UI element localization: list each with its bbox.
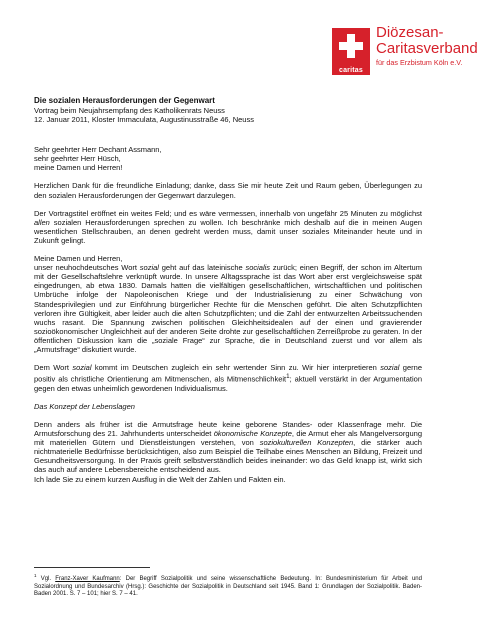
section-heading: Das Konzept der Lebenslagen [34,401,135,411]
footnote-author: Franz-Xaver Kaufmann [55,576,120,582]
organization-name [376,24,478,68]
org-line-1: Diözesan- [376,24,444,41]
document-body [34,96,422,484]
greeting-line-1: Sehr geehrter Herr Dechant Assmann, [34,145,162,155]
org-line-2: Caritasverband [376,40,478,57]
doc-subtitle-2: 12. Januar 2011, Kloster Immaculata, Augustinusstraße 46, Neuss [34,115,254,125]
paragraph-5-last: Ich lade Sie zu einem kurzen Ausflug in die Welt der Zahlen und Fakten ein. [34,474,286,484]
paragraph-5: Denn anders als früher ist die Armutsfrage heute keine geborene Standes- oder Klassenfrage mehr. Die Armutsforschung des 21. Jahrhunderts unterscheidet ökonomische Konzepte, die Armut eher als Mangelversorgung mit materiellen Gütern und Dienstleistungen verstehen, von soziokulturellen Konzepten, die stärker auch nichtmaterielle Bedürfnisse berücksichtigen, also zum Beispiel die Teilhabe eines Menschen an Bildung, Freizeit und Gesundheitsversorgung. In der Praxis greift selbstverständlich beides ineinander: wo das Geld knapp ist, wirkt sich das auch auf andere Lebensbereiche entscheidend aus. [34,419,422,475]
logo-cross-bar [339,42,363,50]
paragraph-1: Herzlichen Dank für die freundliche Einladung; danke, dass Sie mir heute Zeit und Raum geben, Überlegungen zu den sozialen Herausforderungen der Gegenwart darzulegen. [34,181,422,200]
logo-wordmark: caritas [332,66,370,75]
footnote-divider [34,567,150,568]
org-line-3: für das Erzbistum Köln e.V. [376,58,463,67]
footnote-ref: 1 [286,373,290,381]
paragraph-2: Der Vortragstitel eröffnet ein weites Feld; und es wäre vermessen, innerhalb von ungefähr 25 Minuten zu möglichst allen sozialen Herausforderungen sprechen zu wollen. Ich beschränke mich deshalb auf die in meinen Augen wesentlichen Stellschrauben, an denen gedreht werden muss, damit unser soziales Miteinander heute und in Zukunft gelingt. [34,208,422,245]
doc-subtitle-1: Vortrag beim Neujahrsempfang des Katholikenrats Neuss [34,106,225,115]
caritas-logo [332,28,370,74]
paragraph-3: unser neuhochdeutsches Wort sozial geht auf das lateinische socialis zurück; einen Begriff, der schon im Altertum mit der Gesellschaftslehre verknüpft wurde. In unsere Alltagssprache ist das Wort aber erst vergleichsweise spät eingedrungen, ab etwa 1830. Damals hatten die vielfältigen gesellschaftlichen, wirtschaftlichen und politischen Umbrüche infolge der Napoleonischen Kriege und der Industrialisierung zu einer Schwächung von Standesprivilegien und zur Einführung bürgerlicher Rechte für die Menschen geführt. Die alten Schutzpflichten verloren ihre Gültigkeit, aber leider auch die alten Schutzpflichten; und die Zahl der entwurzelten Arbeitssuchenden wuchs rasant. Die Spannung zwischen politischen Gleichheitsidealen auf der einen und gravierender sozioökonomischer Ungleichheit auf der anderen Seite drohte zur gesellschaftlichen Zerreißprobe zu geraten. In der öffentlichen Diskussion kam die „soziale Frage“ zur Sprache, die in Deutschland zuerst und vor allem als „Armutsfrage“ diskutiert wurde. [34,263,422,354]
greeting-line-3: meine Damen und Herren! [34,163,123,173]
greeting-line-2: sehr geehrter Herr Hüsch, [34,154,121,164]
footnote: $^1$ Vgl. Franz-Xaver Kaufmann: Der Begriff Sozialpolitik und seine wissenschaftliche Bedeutung. In: Bundesministerium für Arbeit und Sozialordnung und Bundesarchiv (Hrsg.): Geschichte der Sozialpolitik in Deutschland seit 1945. Band 1: Grundlagen der Sozialpolitik. Baden-Baden 2001. S. 7 – 101; hier S. 7 – 41. [34,573,422,598]
paragraph-4: Dem Wort sozial kommt im Deutschen zugleich ein sehr wertender Sinn zu. Wir hier interpretieren sozial gerne positiv als christliche Orientierung am Mitmenschen, als Mitmenschlichkeit$^1$; aktuell verstärkt in der Argumentation gegen den etwas unheimlich gewordenen Individualismus. [34,363,423,393]
doc-title: Die sozialen Herausforderungen der Gegenwart [34,96,215,105]
paragraph-3-greeting: Meine Damen und Herren, [34,254,123,264]
